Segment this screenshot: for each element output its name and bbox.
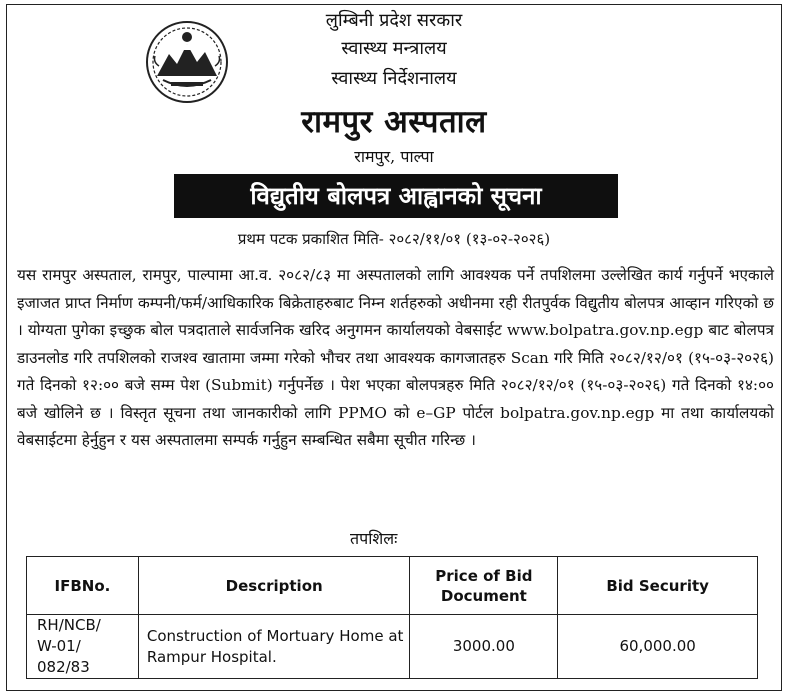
header-bid-security: Bid Security [558, 557, 758, 615]
hospital-location: रामपुर, पाल्पा [354, 147, 434, 166]
cell-description: Construction of Mortuary Home at Rampur Hospital. [138, 615, 410, 679]
cell-bid-security: 60,000.00 [558, 615, 758, 679]
published-date: प्रथम पटक प्रकाशित मिति- २०८२/११/०१ (१३-०२-२०२६) [237, 230, 551, 248]
province-government-line: लुम्बिनी प्रदेश सरकार [325, 10, 463, 31]
notice-body: यस रामपुर अस्पताल, रामपुर, पाल्पामा आ.व. २०८२/८३ मा अस्पतालको लागि आवश्यक पर्ने तपशिलमा उल्लेखित कार्य गर्नुपर्ने भएकाले इजाजत प्राप्त निर्माण कम्पनी/फर्म/आधिकारिक बिक्रेताहरुबाट निम्न शर्तहरुको अधीनमा रही रीतपुर्वक विद्युतीय बोलपत्र आव्हान गरिएको छ । योग्यता पुगेका इच्छुक बोल पत्रदाताले सार्वजनिक खरिद अनुगमन कार्यालयको वेबसाईट www.bolpatra.gov.np.egp बाट बोलपत्र डाउनलोड गरि तपशिलको राजश्व खातामा जम्मा गरेको भौचर तथा आवश्यक कागजातहरु Scan गरि मिति २०८२/१२/०१ (१५-०३-२०२६) गते दिनको १२:०० बजे सम्म पेश (Submit) गर्नुपर्नेछ । पेश भएका बोलपत्रहरु मिति २०८२/१२/०१ (१५-०३-२०२६) गते दिनको १४:०० बजे खोलिने छ । विस्तृत सूचना तथा जानकारीको लागि PPMO को e–GP पोर्टल bolpatra.gov.np.egp मा तथा कार्यालयको वेबसाईटमा हेर्नुहुन र यस अस्पतालमा सम्पर्क गर्नुहुन सम्बन्धित सबैमा सूचीत गरिन्छ । [17, 266, 774, 449]
schedule-label: तपशिलः [350, 529, 398, 548]
bid-schedule-table [26, 556, 758, 679]
nepal-government-emblem-icon [145, 20, 229, 104]
directorate-line: स्वास्थ्य निर्देशनालय [331, 68, 457, 89]
header-price-of-bid-document: Price of Bid Document [410, 557, 558, 615]
header-description: Description [138, 557, 410, 615]
notice-title-banner: विद्युतीय बोलपत्र आह्वानको सूचना [174, 174, 618, 218]
ministry-line: स्वास्थ्य मन्त्रालय [341, 38, 447, 59]
table-row [27, 615, 758, 679]
table-header-row [27, 557, 758, 615]
header-ifb-no: IFBNo. [27, 557, 139, 615]
cell-ifb-no: RH/NCB/ W-01/ 082/83 [27, 615, 139, 679]
hospital-name: रामपुर अस्पताल [301, 104, 487, 140]
cell-price: 3000.00 [410, 615, 558, 679]
